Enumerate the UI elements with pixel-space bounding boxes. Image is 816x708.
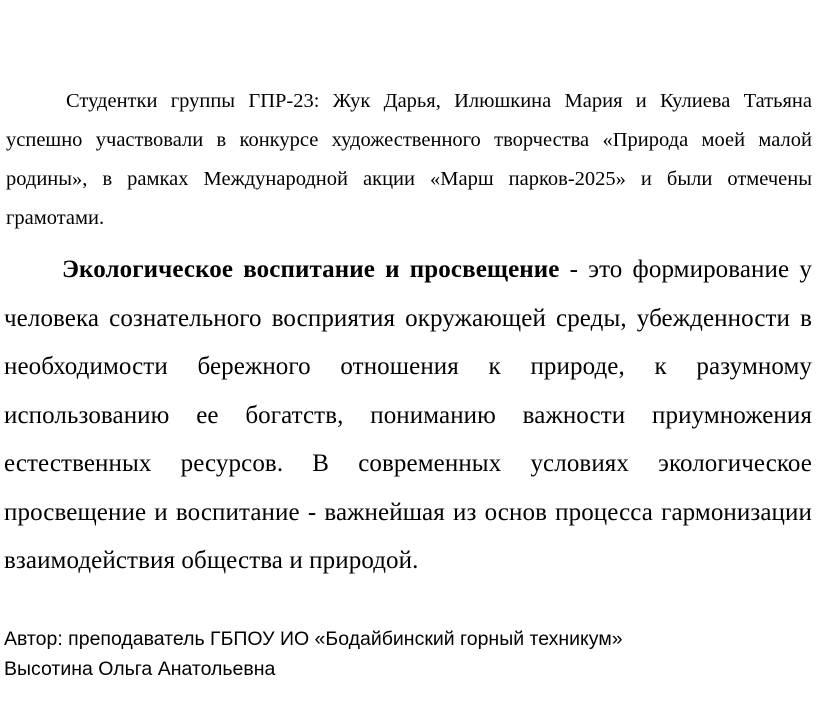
author-block	[4, 624, 812, 684]
definition-text: это формирование у человека сознательного восприятия окружающей среды, убежденности в необходимости бережного отношения к природе, к разумному использованию ее богатств, пониманию важности приумножения естественных ресурсов. В современных условиях экологическое просвещение и воспитание - важнейшая из основ процесса гармонизации взаимодействия общества и природой.	[4, 256, 812, 574]
definition-paragraph	[4, 246, 812, 586]
announcement-paragraph	[6, 82, 812, 238]
author-line-1: Автор: преподаватель ГБПОУ ИО «Бодайбинский горный техникум»	[4, 628, 623, 650]
definition-term: Экологическое воспитание и просвещение	[62, 256, 560, 283]
announcement-text: Студентки группы ГПР-23: Жук Дарья, Илюшкина Мария и Кулиева Татьяна успешно участвовали в конкурсе художественного творчества «Природа моей малой родины», в рамках Международной акции «Марш парков-2025» и были отмечены грамотами.	[6, 90, 812, 229]
definition-separator: -	[559, 256, 589, 283]
author-line-2: Высотина Ольга Анатольевна	[4, 658, 276, 680]
